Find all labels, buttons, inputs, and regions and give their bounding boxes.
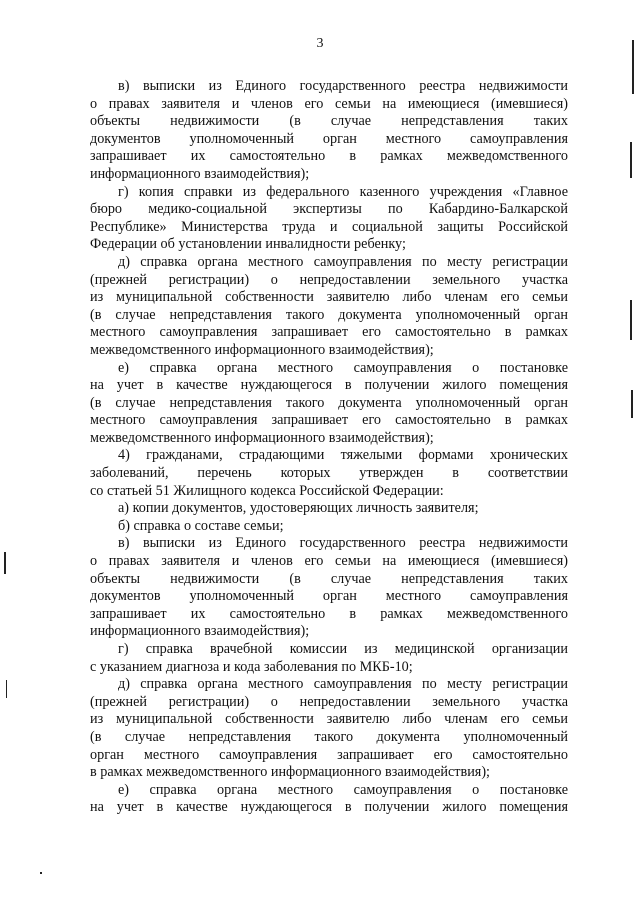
text-line: на учет в качестве нуждающегося в получении жилого помещения [90,377,568,394]
scan-mark-left-2 [6,680,7,698]
text-line: документов уполномоченный орган местного самоуправления [90,588,568,605]
text-line: информационного взаимодействия); [90,623,310,640]
text-line: (в случае непредставления такого документа уполномоченный орган [90,306,568,323]
text-line: бюро медико-социальной экспертизы по Кабардино-Балкарской [90,201,568,218]
text-line: на учет в качестве нуждающегося в получении жилого помещения [90,799,568,816]
text-line: в) выписки из Единого государственного реестра недвижимости [118,535,568,552]
scan-mark-right-top [632,40,634,94]
text-line: со статьей 51 Жилищного кодекса Российской Федерации: [90,482,444,499]
text-line: д) справка органа местного самоуправления по месту регистрации [118,676,568,693]
text-line: (прежней регистрации) о непредоставлении земельного участка [90,271,568,288]
text-line: 4) гражданами, страдающими тяжелыми формами хронических [118,447,568,464]
text-line: (в случае непредставления такого документа уполномоченный [90,728,568,745]
text-line: (прежней регистрации) о непредоставлении земельного участка [90,693,568,710]
text-line: б) справка о составе семьи; [118,517,284,534]
scan-mark-right-1 [630,142,632,178]
text-line: о правах заявителя и членов его семьи на имеющиеся (имевшиеся) [90,95,568,112]
text-line: с указанием диагноза и кода заболевания по МКБ-10; [90,658,413,675]
text-line: орган местного самоуправления запрашивает его самостоятельно [90,746,568,763]
text-line: информационного взаимодействия); [90,165,310,182]
text-line: из муниципальной собственности заявителю либо членам его семьи [90,289,568,306]
scan-mark-left-1 [4,552,6,574]
page-number: 3 [316,36,324,51]
text-line: а) копии документов, удостоверяющих личность заявителя; [118,500,479,517]
text-line: Республике» Министерства труда и социальной защиты Российской [90,218,568,235]
text-line: Федерации об установлении инвалидности ребенку; [90,236,406,253]
text-line: г) копия справки из федерального казенного учреждения «Главное [118,183,568,200]
text-line: е) справка органа местного самоуправления о постановке [118,781,568,798]
text-line: запрашивает их самостоятельно в рамках межведомственного [90,605,568,622]
scan-dot [40,872,42,874]
text-line: запрашивает их самостоятельно в рамках межведомственного [90,148,568,165]
text-line: в) выписки из Единого государственного реестра недвижимости [118,78,568,94]
text-line: местного самоуправления запрашивает его самостоятельно в рамках [90,412,568,429]
text-line: местного самоуправления запрашивает его самостоятельно в рамках [90,324,568,341]
text-line: заболеваний, перечень которых утвержден в соответствии [90,465,568,482]
scan-mark-right-2 [630,300,632,340]
text-line: в рамках межведомственного информационного взаимодействия); [90,764,490,781]
scan-mark-right-3 [631,390,633,418]
text-line: г) справка врачебной комиссии из медицинской организации [118,641,568,657]
text-line: объекты недвижимости (в случае непредставления таких [90,570,568,587]
text-line: д) справка органа местного самоуправления по месту регистрации [118,253,568,270]
text-line: документов уполномоченный орган местного самоуправления [90,130,568,147]
document-body [90,78,568,817]
text-line: о правах заявителя и членов его семьи на имеющиеся (имевшиеся) [90,553,568,570]
text-line: межведомственного информационного взаимодействия); [90,429,434,446]
text-line: из муниципальной собственности заявителю либо членам его семьи [90,711,568,728]
text-line: (в случае непредставления такого документа уполномоченный орган [90,394,568,411]
text-line: объекты недвижимости (в случае непредставления таких [90,113,568,130]
text-line: е) справка органа местного самоуправления о постановке [118,359,568,376]
text-line: межведомственного информационного взаимодействия); [90,341,434,358]
